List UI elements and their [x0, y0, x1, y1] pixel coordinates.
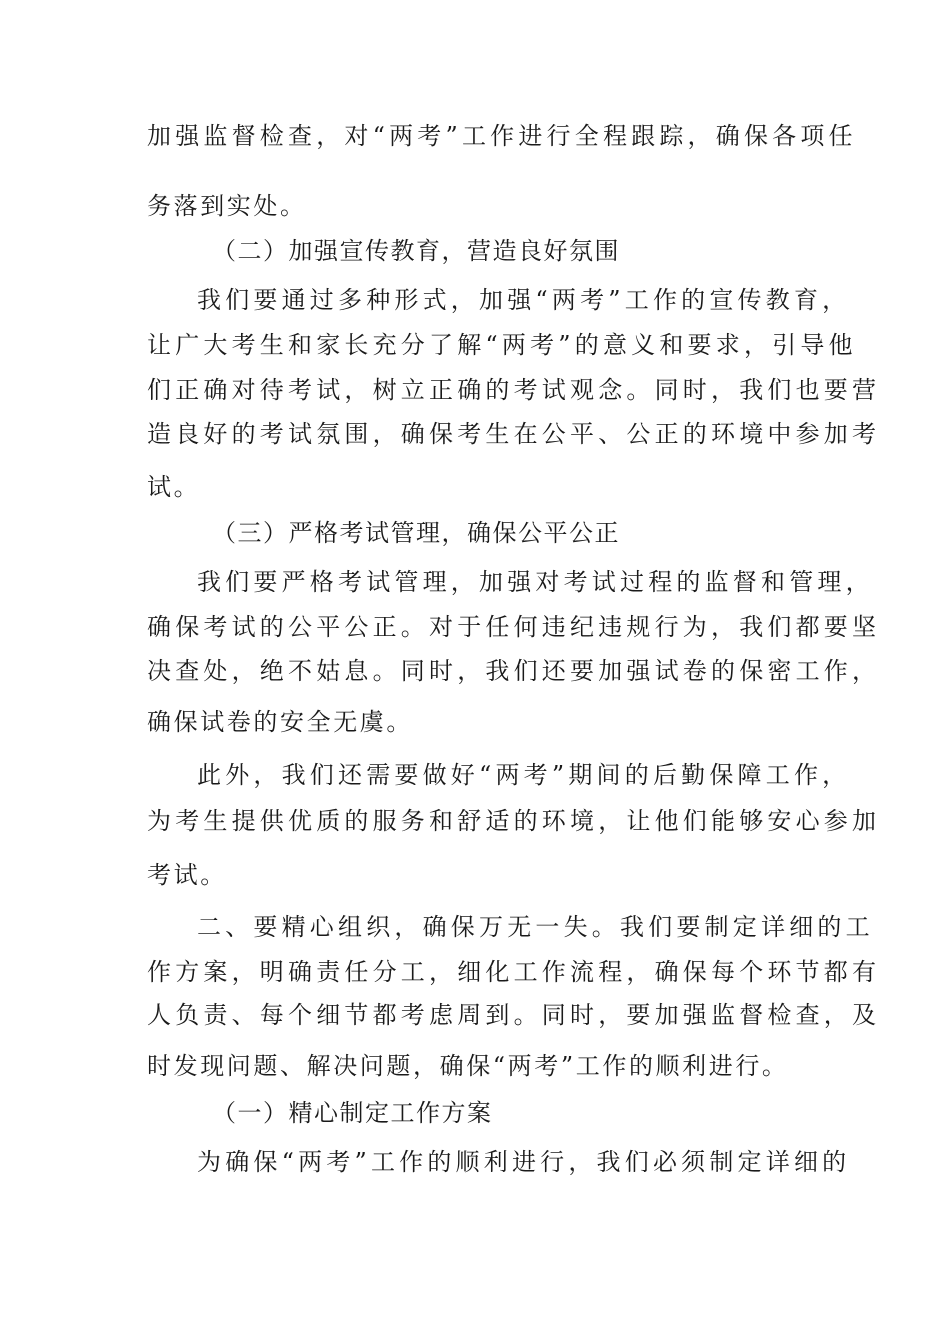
section-heading: （二）加强宣传教育，营造良好氛围	[212, 237, 620, 265]
paragraph-line: 考试。	[147, 861, 227, 889]
paragraph-line: 为确保“两考”工作的顺利进行，我们必须制定详细的	[197, 1148, 851, 1176]
section-heading: （一）精心制定工作方案	[212, 1099, 493, 1127]
paragraph-line: 确保试卷的安全无虞。	[147, 708, 413, 736]
paragraph-line: 造良好的考试氛围，确保考生在公平、公正的环境中参加考	[147, 420, 881, 448]
paragraph-line: 加强监督检查，对“两考”工作进行全程跟踪，确保各项任	[147, 122, 857, 150]
section-heading: （三）严格考试管理，确保公平公正	[212, 519, 620, 547]
paragraph-line: 为考生提供优质的服务和舒适的环境，让他们能够安心参加	[147, 807, 881, 835]
paragraph-line: 务落到实处。	[147, 192, 307, 220]
paragraph-line: 试。	[147, 473, 201, 501]
paragraph-line: 决查处，绝不姑息。同时，我们还要加强试卷的保密工作，	[147, 657, 881, 685]
paragraph-line: 确保考试的公平公正。对于任何违纪违规行为，我们都要坚	[147, 613, 881, 641]
paragraph-line: 们正确对待考试，树立正确的考试观念。同时，我们也要营	[147, 376, 881, 404]
paragraph-line: 我们要通过多种形式，加强“两考”工作的宣传教育，	[197, 286, 851, 314]
paragraph-line: 此外，我们还需要做好“两考”期间的后勤保障工作，	[197, 761, 851, 789]
paragraph-line: 作方案，明确责任分工，细化工作流程，确保每个环节都有	[147, 958, 881, 986]
paragraph-line: 人负责、每个细节都考虑周到。同时，要加强监督检查，及	[147, 1001, 881, 1029]
paragraph-line: 时发现问题、解决问题，确保“两考”工作的顺利进行。	[147, 1052, 789, 1080]
paragraph-line: 我们要严格考试管理，加强对考试过程的监督和管理，	[197, 568, 874, 596]
paragraph-line: 二、要精心组织，确保万无一失。我们要制定详细的工	[197, 913, 874, 941]
paragraph-line: 让广大考生和家长充分了解“两考”的意义和要求，引导他	[147, 331, 857, 359]
